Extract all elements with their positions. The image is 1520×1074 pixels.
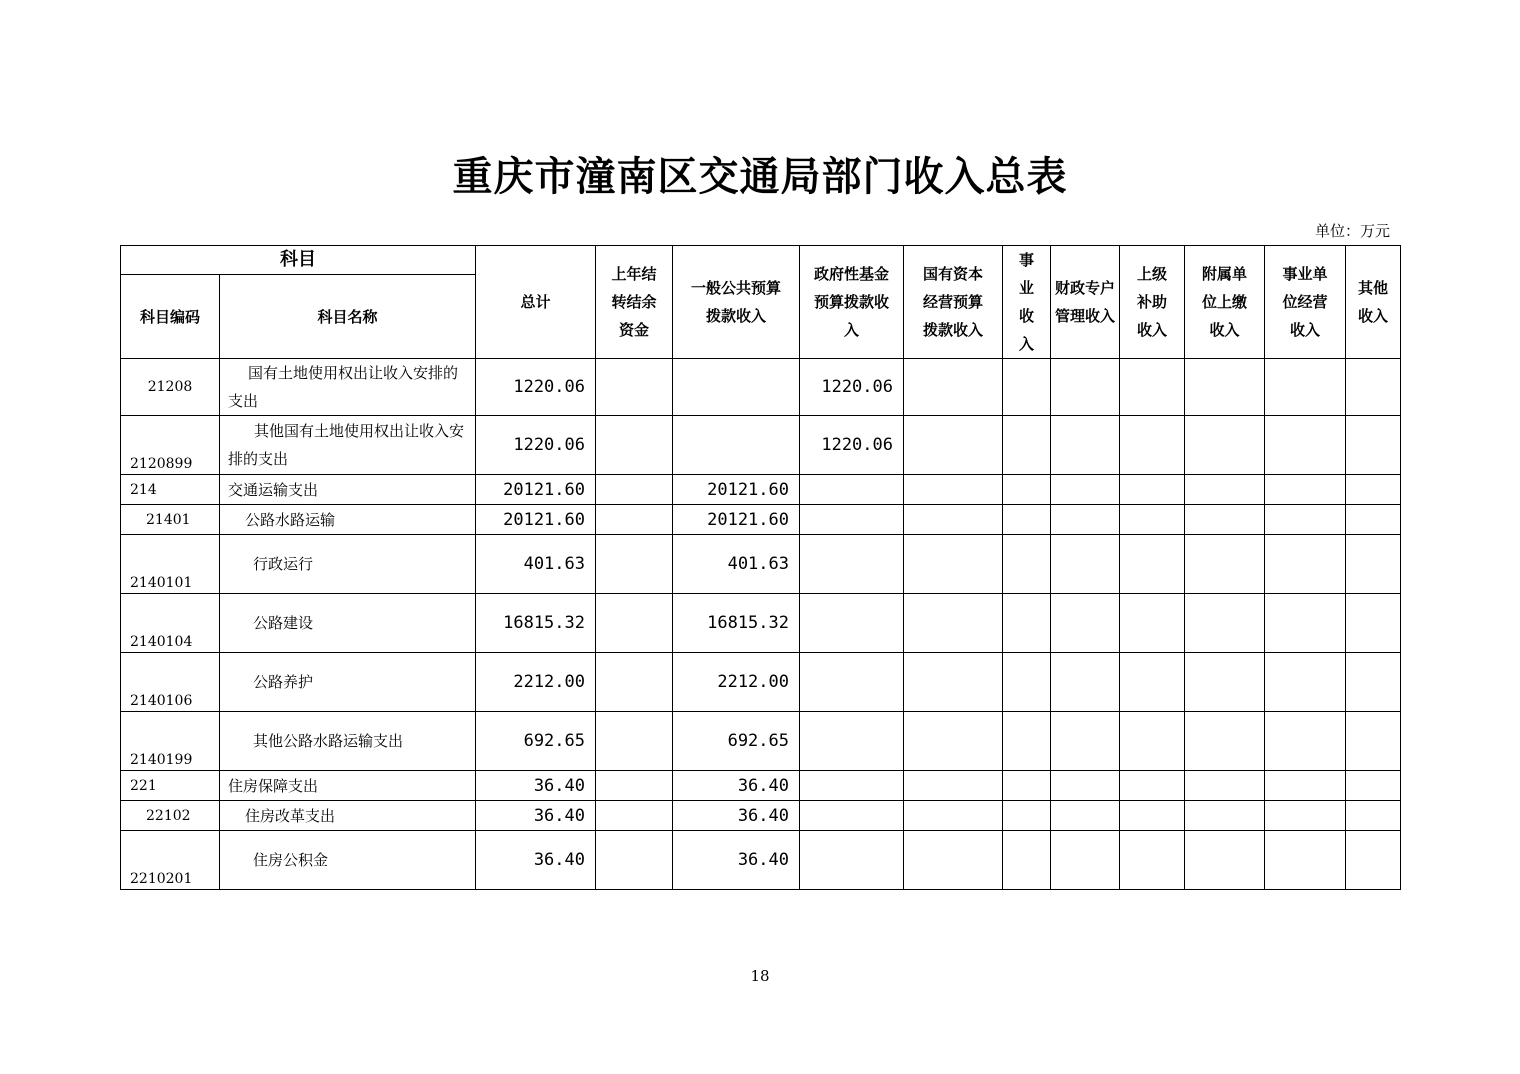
- row-superior-subsidy: [1120, 831, 1185, 890]
- row-state-capital: [904, 359, 1003, 416]
- row-other: [1346, 535, 1401, 594]
- table-row: [121, 594, 1401, 653]
- row-special-account: [1051, 505, 1120, 535]
- row-state-capital: [904, 535, 1003, 594]
- row-general-budget: 16815.32: [673, 594, 800, 653]
- row-gov-fund: [800, 475, 904, 505]
- row-affiliated: [1185, 712, 1265, 771]
- row-business-income: [1003, 712, 1051, 771]
- row-name: 公路养护: [220, 653, 476, 712]
- row-special-account: [1051, 475, 1120, 505]
- row-gov-fund: [800, 831, 904, 890]
- table-row: [121, 712, 1401, 771]
- row-code: 21401: [121, 505, 220, 535]
- row-carryover: [596, 653, 673, 712]
- row-business-income: [1003, 771, 1051, 801]
- row-carryover: [596, 771, 673, 801]
- row-code: 22102: [121, 801, 220, 831]
- row-business-income: [1003, 653, 1051, 712]
- table-row: [121, 831, 1401, 890]
- row-other: [1346, 712, 1401, 771]
- row-carryover: [596, 712, 673, 771]
- row-carryover: [596, 505, 673, 535]
- row-superior-subsidy: [1120, 416, 1185, 475]
- header-total: 总计: [476, 246, 596, 359]
- table-row: [121, 771, 1401, 801]
- row-total: 1220.06: [476, 416, 596, 475]
- row-state-capital: [904, 416, 1003, 475]
- row-other: [1346, 505, 1401, 535]
- row-special-account: [1051, 771, 1120, 801]
- row-carryover: [596, 801, 673, 831]
- row-code: 221: [121, 771, 220, 801]
- row-total: 1220.06: [476, 359, 596, 416]
- row-total: 36.40: [476, 771, 596, 801]
- row-affiliated: [1185, 653, 1265, 712]
- row-state-capital: [904, 505, 1003, 535]
- row-other: [1346, 475, 1401, 505]
- row-total: 36.40: [476, 801, 596, 831]
- row-general-budget: 36.40: [673, 801, 800, 831]
- row-name: 其他国有土地使用权出让收入安排的支出: [220, 416, 476, 475]
- row-affiliated: [1185, 475, 1265, 505]
- header-subject-group: 科目: [121, 246, 476, 275]
- row-superior-subsidy: [1120, 653, 1185, 712]
- row-superior-subsidy: [1120, 505, 1185, 535]
- row-general-budget: 2212.00: [673, 653, 800, 712]
- row-business-income: [1003, 831, 1051, 890]
- row-superior-subsidy: [1120, 801, 1185, 831]
- row-total: 16815.32: [476, 594, 596, 653]
- row-special-account: [1051, 712, 1120, 771]
- row-affiliated: [1185, 535, 1265, 594]
- row-affiliated: [1185, 831, 1265, 890]
- row-operating: [1265, 712, 1346, 771]
- row-carryover: [596, 594, 673, 653]
- row-operating: [1265, 801, 1346, 831]
- row-general-budget: 692.65: [673, 712, 800, 771]
- row-state-capital: [904, 801, 1003, 831]
- header-affiliated: 附属单位上缴收入: [1185, 246, 1265, 359]
- table-row: [121, 801, 1401, 831]
- row-name: 住房保障支出: [220, 771, 476, 801]
- header-business-income: 事业收入: [1003, 246, 1051, 359]
- table-row: [121, 535, 1401, 594]
- header-gov-fund: 政府性基金预算拨款收入: [800, 246, 904, 359]
- row-total: 36.40: [476, 831, 596, 890]
- row-business-income: [1003, 416, 1051, 475]
- header-code: 科目编码: [121, 275, 220, 359]
- row-affiliated: [1185, 594, 1265, 653]
- row-business-income: [1003, 535, 1051, 594]
- row-code: 2140101: [121, 535, 220, 594]
- row-operating: [1265, 535, 1346, 594]
- header-state-capital: 国有资本经营预算拨款收入: [904, 246, 1003, 359]
- row-carryover: [596, 359, 673, 416]
- row-gov-fund: [800, 594, 904, 653]
- row-other: [1346, 653, 1401, 712]
- table-row: [121, 505, 1401, 535]
- table-row: [121, 416, 1401, 475]
- header-carryover: 上年结转结余资金: [596, 246, 673, 359]
- row-name: 住房改革支出: [220, 801, 476, 831]
- row-state-capital: [904, 831, 1003, 890]
- row-other: [1346, 801, 1401, 831]
- header-other: 其他收入: [1346, 246, 1401, 359]
- row-affiliated: [1185, 416, 1265, 475]
- row-gov-fund: [800, 535, 904, 594]
- row-other: [1346, 594, 1401, 653]
- row-operating: [1265, 653, 1346, 712]
- row-operating: [1265, 416, 1346, 475]
- row-name: 住房公积金: [220, 831, 476, 890]
- row-superior-subsidy: [1120, 535, 1185, 594]
- row-name: 行政运行: [220, 535, 476, 594]
- header-general-budget: 一般公共预算拨款收入: [673, 246, 800, 359]
- row-business-income: [1003, 594, 1051, 653]
- row-business-income: [1003, 505, 1051, 535]
- row-general-budget: 401.63: [673, 535, 800, 594]
- header-name: 科目名称: [220, 275, 476, 359]
- row-name: 交通运输支出: [220, 475, 476, 505]
- row-special-account: [1051, 831, 1120, 890]
- row-state-capital: [904, 475, 1003, 505]
- row-other: [1346, 771, 1401, 801]
- row-state-capital: [904, 653, 1003, 712]
- row-general-budget: 20121.60: [673, 505, 800, 535]
- row-other: [1346, 831, 1401, 890]
- row-special-account: [1051, 535, 1120, 594]
- row-gov-fund: 1220.06: [800, 359, 904, 416]
- row-total: 20121.60: [476, 505, 596, 535]
- row-business-income: [1003, 475, 1051, 505]
- row-name: 公路建设: [220, 594, 476, 653]
- row-carryover: [596, 416, 673, 475]
- row-state-capital: [904, 712, 1003, 771]
- row-code: 2140199: [121, 712, 220, 771]
- row-gov-fund: [800, 801, 904, 831]
- row-code: 2120899: [121, 416, 220, 475]
- row-state-capital: [904, 594, 1003, 653]
- row-superior-subsidy: [1120, 475, 1185, 505]
- row-operating: [1265, 771, 1346, 801]
- row-carryover: [596, 831, 673, 890]
- row-operating: [1265, 475, 1346, 505]
- row-general-budget: 36.40: [673, 771, 800, 801]
- row-general-budget: [673, 359, 800, 416]
- table-row: [121, 653, 1401, 712]
- row-carryover: [596, 475, 673, 505]
- row-gov-fund: 1220.06: [800, 416, 904, 475]
- row-affiliated: [1185, 359, 1265, 416]
- row-gov-fund: [800, 653, 904, 712]
- table-row: [121, 475, 1401, 505]
- page-title: 重庆市潼南区交通局部门收入总表: [452, 153, 1068, 200]
- row-special-account: [1051, 653, 1120, 712]
- row-operating: [1265, 594, 1346, 653]
- page-number: 18: [750, 967, 770, 985]
- row-special-account: [1051, 801, 1120, 831]
- row-general-budget: [673, 416, 800, 475]
- row-code: 2140104: [121, 594, 220, 653]
- row-state-capital: [904, 771, 1003, 801]
- row-operating: [1265, 831, 1346, 890]
- row-business-income: [1003, 801, 1051, 831]
- row-gov-fund: [800, 771, 904, 801]
- header-superior-subsidy: 上级补助收入: [1120, 246, 1185, 359]
- row-superior-subsidy: [1120, 771, 1185, 801]
- row-affiliated: [1185, 505, 1265, 535]
- row-name: 公路水路运输: [220, 505, 476, 535]
- row-superior-subsidy: [1120, 712, 1185, 771]
- row-superior-subsidy: [1120, 594, 1185, 653]
- row-general-budget: 20121.60: [673, 475, 800, 505]
- row-business-income: [1003, 359, 1051, 416]
- row-operating: [1265, 359, 1346, 416]
- row-total: 20121.60: [476, 475, 596, 505]
- row-total: 692.65: [476, 712, 596, 771]
- row-general-budget: 36.40: [673, 831, 800, 890]
- table-row: [121, 359, 1401, 416]
- row-affiliated: [1185, 801, 1265, 831]
- row-operating: [1265, 505, 1346, 535]
- row-special-account: [1051, 416, 1120, 475]
- row-code: 214: [121, 475, 220, 505]
- row-special-account: [1051, 594, 1120, 653]
- unit-label: 单位：万元: [1314, 222, 1390, 240]
- row-superior-subsidy: [1120, 359, 1185, 416]
- row-code: 21208: [121, 359, 220, 416]
- row-code: 2140106: [121, 653, 220, 712]
- row-gov-fund: [800, 505, 904, 535]
- header-operating: 事业单位经营收入: [1265, 246, 1346, 359]
- income-table: [120, 245, 1401, 890]
- row-name: 其他公路水路运输支出: [220, 712, 476, 771]
- row-name: 国有土地使用权出让收入安排的支出: [220, 359, 476, 416]
- header-special-account: 财政专户管理收入: [1051, 246, 1120, 359]
- row-carryover: [596, 535, 673, 594]
- row-total: 2212.00: [476, 653, 596, 712]
- row-gov-fund: [800, 712, 904, 771]
- row-other: [1346, 359, 1401, 416]
- row-special-account: [1051, 359, 1120, 416]
- row-affiliated: [1185, 771, 1265, 801]
- row-code: 2210201: [121, 831, 220, 890]
- row-other: [1346, 416, 1401, 475]
- row-total: 401.63: [476, 535, 596, 594]
